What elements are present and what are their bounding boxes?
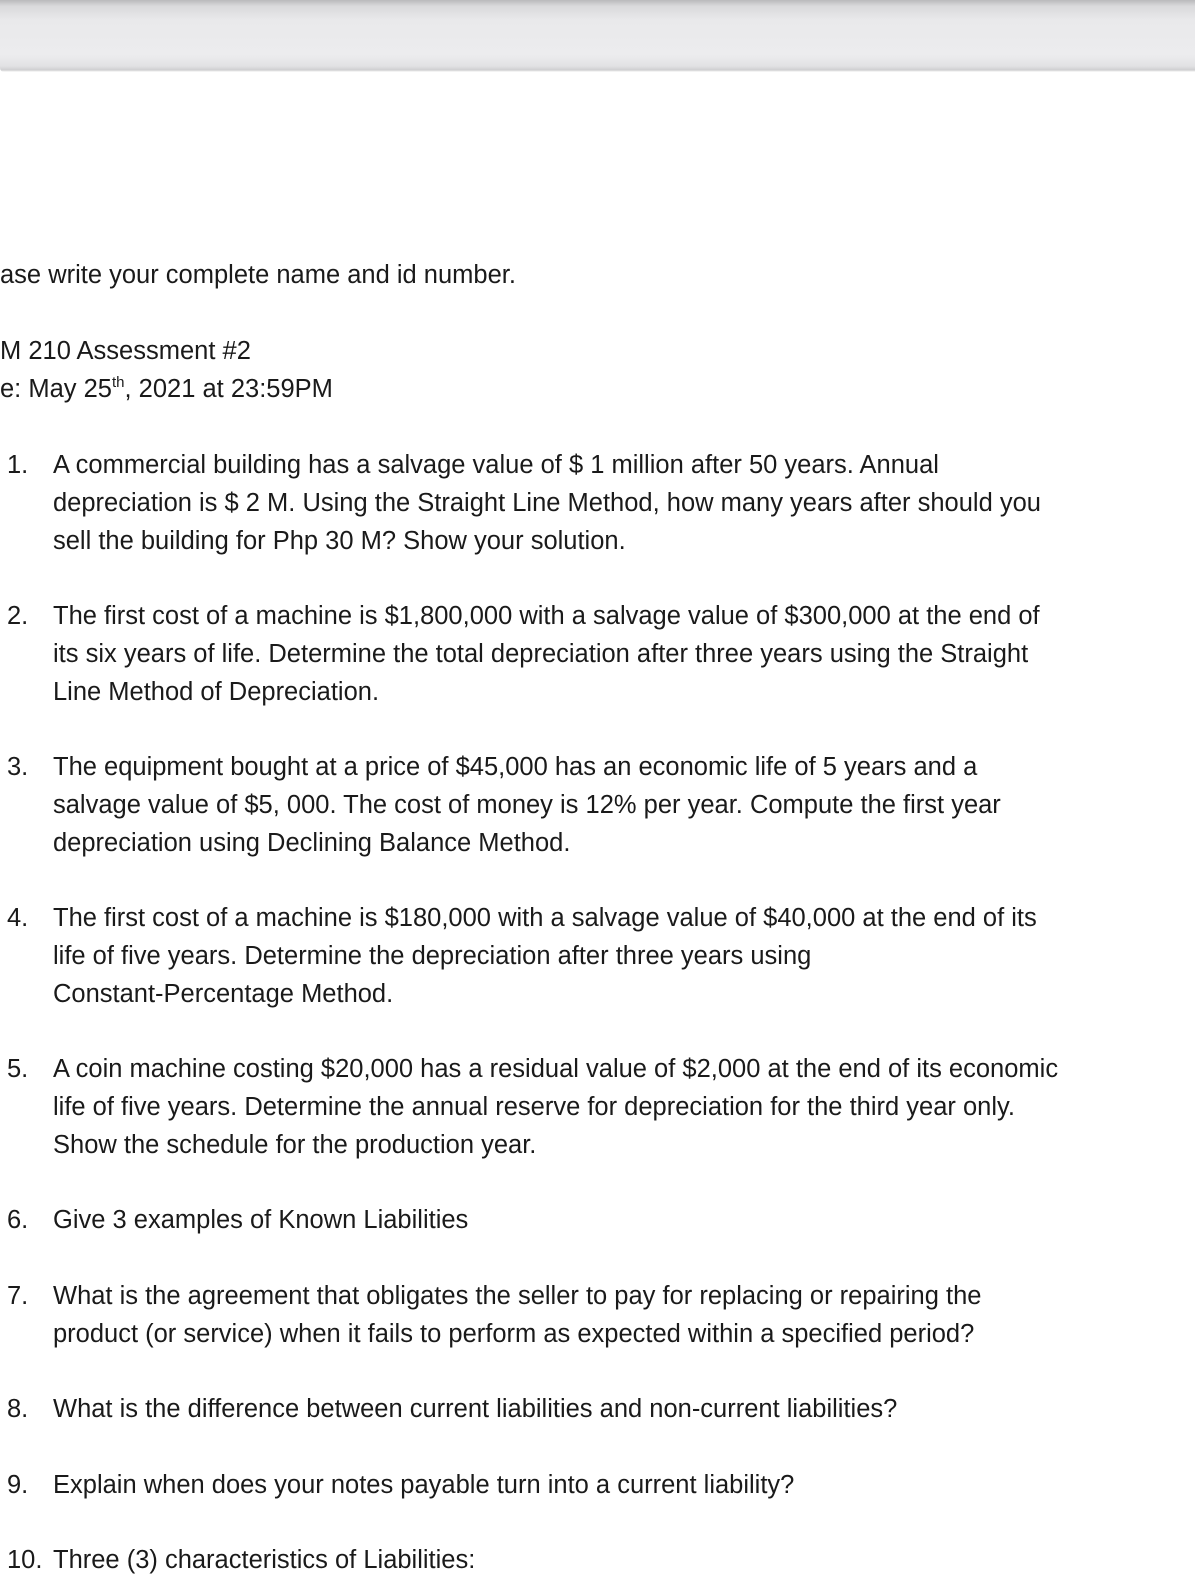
due-date: [0, 370, 333, 408]
question-line: Three (3) characteristics of Liabilities:: [53, 1546, 476, 1574]
question-number: 5.: [7, 1055, 29, 1083]
question-number: 7.: [7, 1282, 29, 1310]
question-text: [53, 1201, 1195, 1239]
question-text: [53, 597, 1195, 711]
question-line: The equipment bought at a price of $45,000 has an economic life of 5 years and a: [53, 753, 978, 781]
question-line: depreciation using Declining Balance Method.: [53, 829, 571, 857]
question-line: Explain when does your notes payable turn into a current liability?: [53, 1471, 795, 1499]
question-line: Constant-Percentage Method.: [53, 980, 394, 1008]
question-line: its six years of life. Determine the total depreciation after three years using the Straight: [53, 640, 1029, 668]
question-line: What is the agreement that obligates the seller to pay for replacing or repairing the: [53, 1282, 982, 1310]
question-line: life of five years. Determine the annual reserve for depreciation for the third year only.: [53, 1093, 1015, 1121]
question-line: life of five years. Determine the depreciation after three years using: [53, 942, 812, 970]
question-line: Line Method of Depreciation.: [53, 678, 380, 706]
question-number: 8.: [7, 1395, 29, 1423]
question-number: 10.: [7, 1546, 43, 1574]
question-line: Show the schedule for the production year.: [53, 1131, 537, 1159]
question-number: 1.: [7, 451, 29, 479]
question-line: Give 3 examples of Known Liabilities: [53, 1206, 469, 1234]
question-line: sell the building for Php 30 M? Show your solution.: [53, 527, 626, 555]
question-line: salvage value of $5, 000. The cost of money is 12% per year. Compute the first year: [53, 791, 1001, 819]
question-text: [53, 1541, 1195, 1579]
assessment-title: M 210 Assessment #2: [0, 337, 251, 365]
due-date-suffix: , 2021 at 23:59PM: [124, 375, 333, 403]
question-text: [53, 1466, 1195, 1504]
question-text: [53, 1277, 1195, 1353]
due-date-prefix: e: May 25: [0, 375, 112, 403]
question-number: 2.: [7, 602, 29, 630]
question-line: A coin machine costing $20,000 has a residual value of $2,000 at the end of its economic: [53, 1055, 1059, 1083]
question-number: 6.: [7, 1206, 29, 1234]
question-text: [53, 899, 1195, 1013]
question-number: 3.: [7, 753, 29, 781]
question-text: [53, 446, 1195, 560]
question-line: The first cost of a machine is $1,800,000 with a salvage value of $300,000 at the end of: [53, 602, 1040, 630]
question-line: What is the difference between current liabilities and non-current liabilities?: [53, 1395, 898, 1423]
due-date-ordinal: th: [111, 374, 125, 391]
top-toolbar-bar: [0, 0, 1195, 72]
question-line: depreciation is $ 2 M. Using the Straight Line Method, how many years after should you: [53, 489, 1041, 517]
question-number: 4.: [7, 904, 29, 932]
question-line: The first cost of a machine is $180,000 with a salvage value of $40,000 at the end of its: [53, 904, 1037, 932]
question-line: product (or service) when it fails to perform as expected within a specified period?: [53, 1320, 975, 1348]
question-number: 9.: [7, 1471, 29, 1499]
question-text: [53, 748, 1195, 862]
question-text: [53, 1050, 1195, 1164]
question-text: [53, 1390, 1195, 1428]
instruction-text: ase write your complete name and id number.: [0, 261, 516, 289]
question-line: A commercial building has a salvage value of $ 1 million after 50 years. Annual: [53, 451, 939, 479]
